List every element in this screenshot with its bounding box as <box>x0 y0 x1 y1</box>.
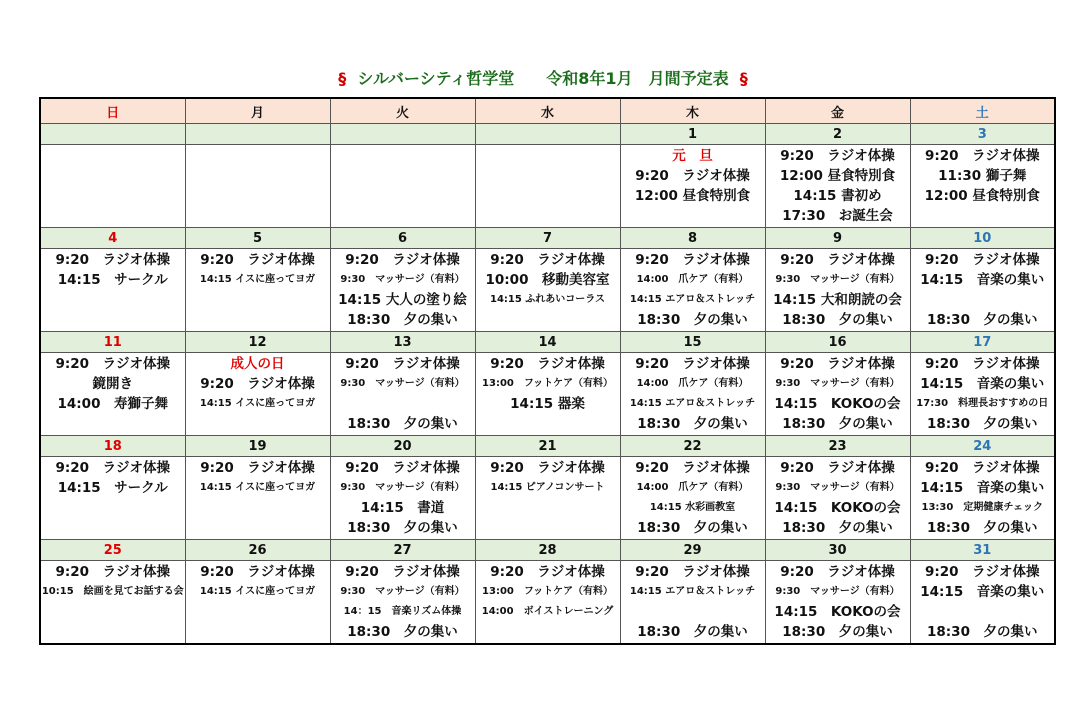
event-item: 9:20 ラジオ体操 <box>924 252 1040 268</box>
day-cell <box>910 145 1055 228</box>
section-mark-right: § <box>739 69 748 88</box>
day-cell <box>330 145 475 228</box>
date-number <box>475 124 620 145</box>
calendar-body <box>40 98 1055 644</box>
event-item: 14:00 爪ケア（有料） <box>636 378 749 389</box>
date-number: 11 <box>40 332 185 353</box>
event-item: 9:20 ラジオ体操 <box>200 564 315 580</box>
event-item: 18:30 夕の集い <box>927 416 1038 432</box>
day-cell <box>330 249 475 332</box>
event-item: 9:20 ラジオ体操 <box>345 460 460 476</box>
day-cell <box>910 249 1055 332</box>
event-item: 18:30 夕の集い <box>782 416 893 432</box>
date-number <box>40 124 185 145</box>
day-cell <box>910 353 1055 436</box>
event-item: 9:20 ラジオ体操 <box>200 376 315 392</box>
event-item: 14:15 書初め <box>793 188 882 204</box>
date-number: 10 <box>910 228 1055 249</box>
event-item: 18:30 夕の集い <box>637 624 748 640</box>
title-text: シルバーシティ哲学堂 令和8年1月 月間予定表 <box>357 69 729 88</box>
event-item: 14:15 イスに座ってヨガ <box>199 398 316 409</box>
event-item: 18:30 夕の集い <box>927 312 1038 328</box>
event-item: 9:20 ラジオ体操 <box>780 252 895 268</box>
date-number: 25 <box>40 540 185 561</box>
event-item: 9:20 ラジオ体操 <box>345 252 460 268</box>
day-cell <box>185 457 330 540</box>
event-item: 9:20 ラジオ体操 <box>345 564 460 580</box>
event-item: 14:15 音楽の集い <box>920 480 1045 496</box>
event-item: 12:00 昼食特別食 <box>924 188 1040 204</box>
event-item: 9:20 ラジオ体操 <box>635 252 750 268</box>
date-number: 19 <box>185 436 330 457</box>
day-cell <box>330 561 475 645</box>
day-cell <box>185 145 330 228</box>
event-item: 9:20 ラジオ体操 <box>55 252 171 268</box>
day-cell <box>620 353 765 436</box>
date-number: 22 <box>620 436 765 457</box>
date-number: 30 <box>765 540 910 561</box>
holiday-label: 元 旦 <box>672 148 713 164</box>
date-number: 3 <box>910 124 1055 145</box>
event-item: 18:30 夕の集い <box>637 520 748 536</box>
event-item: 18:30 夕の集い <box>637 416 748 432</box>
date-number: 17 <box>910 332 1055 353</box>
event-item: 14:15 音楽の集い <box>920 272 1045 288</box>
weekday-wed: 水 <box>475 98 620 124</box>
event-item: 9:20 ラジオ体操 <box>924 564 1040 580</box>
event-item: 14:15 イスに座ってヨガ <box>199 274 316 285</box>
calendar-table <box>39 97 1056 645</box>
date-row <box>40 332 1055 353</box>
event-item: 13:30 定期健康チェック <box>921 502 1044 513</box>
event-item: 9:30 マッサージ（有料） <box>775 482 900 493</box>
event-item: 17:30 料理長おすすめの日 <box>916 398 1049 409</box>
day-cell <box>910 561 1055 645</box>
event-item: 14:15 大和朗読の会 <box>773 292 902 308</box>
day-cell <box>765 457 910 540</box>
event-item: 10:00 移動美容室 <box>485 272 610 288</box>
event-item: 13:00 フットケア（有料） <box>482 378 613 389</box>
event-item: 18:30 夕の集い <box>347 624 458 640</box>
event-item: 9:20 ラジオ体操 <box>200 460 315 476</box>
event-item: 9:20 ラジオ体操 <box>490 460 605 476</box>
day-cell <box>40 353 185 436</box>
event-item <box>911 290 1055 310</box>
event-item: 14:15 エアロ＆ストレッチ <box>629 398 756 409</box>
day-cell <box>40 145 185 228</box>
day-cell <box>620 561 765 645</box>
day-cell <box>765 249 910 332</box>
event-item: 14:15 エアロ＆ストレッチ <box>629 586 756 597</box>
event-item: 18:30 夕の集い <box>927 520 1038 536</box>
date-row <box>40 436 1055 457</box>
date-number: 2 <box>765 124 910 145</box>
date-number: 18 <box>40 436 185 457</box>
event-item: 18:30 夕の集い <box>637 312 748 328</box>
event-item: 14:15 サークル <box>57 480 168 496</box>
date-number: 21 <box>475 436 620 457</box>
date-number: 6 <box>330 228 475 249</box>
event-item: 9:20 ラジオ体操 <box>490 564 605 580</box>
page-title <box>0 66 1086 89</box>
day-cell <box>475 561 620 645</box>
event-item: 18:30 夕の集い <box>782 520 893 536</box>
event-item: 14:15 書道 <box>360 500 445 516</box>
day-cell <box>185 561 330 645</box>
day-cell <box>185 249 330 332</box>
date-number: 27 <box>330 540 475 561</box>
event-item: 9:20 ラジオ体操 <box>780 356 895 372</box>
event-item: 14:00 爪ケア（有料） <box>636 274 749 285</box>
event-item: 9:20 ラジオ体操 <box>780 564 895 580</box>
event-item <box>331 394 475 414</box>
date-row <box>40 540 1055 561</box>
date-number: 24 <box>910 436 1055 457</box>
events-row <box>40 457 1055 540</box>
event-item: 11:30 獅子舞 <box>938 168 1027 184</box>
event-item: 18:30 夕の集い <box>782 312 893 328</box>
day-cell <box>620 457 765 540</box>
date-number: 28 <box>475 540 620 561</box>
event-item <box>621 602 765 622</box>
event-item: 14:15 音楽の集い <box>920 376 1045 392</box>
event-item: 9:20 ラジオ体操 <box>490 356 605 372</box>
event-item: 18:30 夕の集い <box>347 312 458 328</box>
day-cell <box>475 249 620 332</box>
event-item: 9:30 マッサージ（有料） <box>340 586 465 597</box>
date-number: 7 <box>475 228 620 249</box>
date-row <box>40 228 1055 249</box>
event-item: 12:00 昼食特別食 <box>779 168 896 184</box>
event-item: 14:15 器楽 <box>510 396 585 412</box>
event-item: 9:20 ラジオ体操 <box>635 356 750 372</box>
event-item: 14:15 大人の塗り絵 <box>338 292 467 308</box>
weekday-thu: 木 <box>620 98 765 124</box>
events-row <box>40 145 1055 228</box>
event-item: 9:20 ラジオ体操 <box>635 460 750 476</box>
event-item: 9:20 ラジオ体操 <box>635 168 750 184</box>
weekday-sat: 土 <box>910 98 1055 124</box>
event-item: 9:30 マッサージ（有料） <box>775 274 900 285</box>
event-item: 14:15 サークル <box>57 272 168 288</box>
event-item: 14:15 イスに座ってヨガ <box>199 482 316 493</box>
weekday-tue: 火 <box>330 98 475 124</box>
event-item: 9:30 マッサージ（有料） <box>775 586 900 597</box>
day-cell <box>40 457 185 540</box>
event-item: 14:00 ボイストレーニング <box>481 606 614 617</box>
event-item: 14:15 イスに座ってヨガ <box>199 586 316 597</box>
event-item: 18:30 夕の集い <box>927 624 1038 640</box>
event-item: 9:20 ラジオ体操 <box>490 252 605 268</box>
weekday-fri: 金 <box>765 98 910 124</box>
date-number: 15 <box>620 332 765 353</box>
day-cell <box>620 249 765 332</box>
day-cell <box>330 353 475 436</box>
event-item: 10:15 絵画を見てお話する会 <box>41 586 184 597</box>
event-item: 9:30 マッサージ（有料） <box>340 274 465 285</box>
day-cell <box>330 457 475 540</box>
date-number <box>330 124 475 145</box>
event-item: 14:15 音楽の集い <box>920 584 1045 600</box>
day-cell <box>40 249 185 332</box>
day-cell <box>765 353 910 436</box>
events-row <box>40 249 1055 332</box>
day-cell <box>765 145 910 228</box>
event-item: 14:15 ふれあいコーラス <box>489 294 605 305</box>
event-item: 18:30 夕の集い <box>782 624 893 640</box>
event-item: 9:20 ラジオ体操 <box>924 148 1040 164</box>
day-cell <box>475 145 620 228</box>
event-item: 18:30 夕の集い <box>347 416 458 432</box>
event-item: 9:30 マッサージ（有料） <box>340 482 465 493</box>
event-item: 14:15 KOKOの会 <box>774 500 901 516</box>
day-cell <box>910 457 1055 540</box>
day-cell <box>765 561 910 645</box>
holiday-label: 成人の日 <box>230 356 285 372</box>
date-row <box>40 124 1055 145</box>
date-number: 29 <box>620 540 765 561</box>
event-item: 13:00 フットケア（有料） <box>482 586 613 597</box>
date-number: 23 <box>765 436 910 457</box>
event-item: 14:15 ピアノコンサート <box>490 482 605 493</box>
event-item: 9:20 ラジオ体操 <box>635 564 750 580</box>
day-cell <box>620 145 765 228</box>
weekday-header-row <box>40 98 1055 124</box>
event-item: 9:20 ラジオ体操 <box>55 564 171 580</box>
event-item: 14：15 音楽リズム体操 <box>343 606 462 617</box>
event-item: 9:30 マッサージ（有料） <box>775 378 900 389</box>
date-number: 5 <box>185 228 330 249</box>
day-cell <box>475 457 620 540</box>
event-item: 9:20 ラジオ体操 <box>55 460 171 476</box>
event-item: 9:20 ラジオ体操 <box>55 356 171 372</box>
event-item: 14:15 水彩画教室 <box>649 502 736 513</box>
date-number: 16 <box>765 332 910 353</box>
weekday-sun: 日 <box>40 98 185 124</box>
event-item: 14:15 KOKOの会 <box>774 604 901 620</box>
weekday-mon: 月 <box>185 98 330 124</box>
event-item: 17:30 お誕生会 <box>782 208 893 224</box>
events-row <box>40 561 1055 645</box>
event-item: 9:30 マッサージ（有料） <box>340 378 465 389</box>
event-item: 9:20 ラジオ体操 <box>345 356 460 372</box>
event-item: 14:15 エアロ＆ストレッチ <box>629 294 756 305</box>
event-item: 14:00 爪ケア（有料） <box>636 482 749 493</box>
day-cell <box>185 353 330 436</box>
date-number <box>185 124 330 145</box>
event-item: 9:20 ラジオ体操 <box>924 460 1040 476</box>
date-number: 8 <box>620 228 765 249</box>
date-number: 9 <box>765 228 910 249</box>
event-item: 18:30 夕の集い <box>347 520 458 536</box>
events-row <box>40 353 1055 436</box>
date-number: 31 <box>910 540 1055 561</box>
section-mark-left: § <box>338 69 347 88</box>
event-item <box>911 602 1055 622</box>
date-number: 13 <box>330 332 475 353</box>
event-item: 14:15 KOKOの会 <box>774 396 901 412</box>
date-number: 4 <box>40 228 185 249</box>
date-number: 20 <box>330 436 475 457</box>
day-cell <box>40 561 185 645</box>
date-number: 1 <box>620 124 765 145</box>
event-item: 9:20 ラジオ体操 <box>780 460 895 476</box>
date-number: 14 <box>475 332 620 353</box>
date-number: 12 <box>185 332 330 353</box>
event-item: 9:20 ラジオ体操 <box>924 356 1040 372</box>
event-item: 12:00 昼食特別食 <box>634 188 751 204</box>
event-item: 9:20 ラジオ体操 <box>200 252 315 268</box>
event-item: 鏡開き <box>92 376 133 392</box>
event-item: 9:20 ラジオ体操 <box>780 148 895 164</box>
event-item: 14:00 寿獅子舞 <box>57 396 168 412</box>
date-number: 26 <box>185 540 330 561</box>
day-cell <box>475 353 620 436</box>
